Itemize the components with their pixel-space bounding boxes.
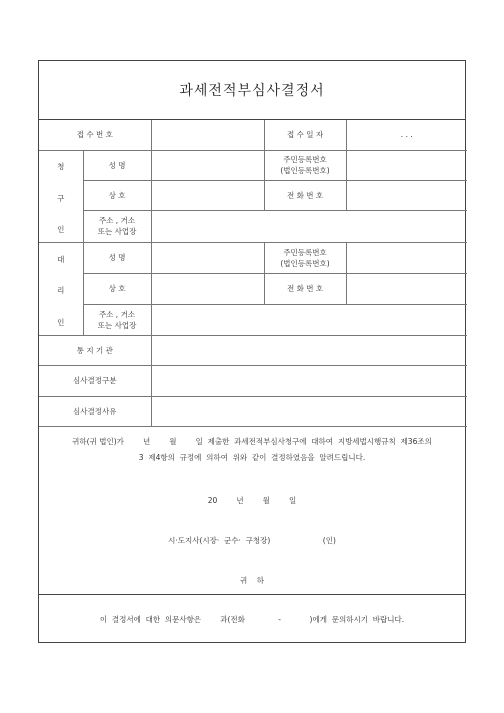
receipt-no-label: 접 수 번 호: [39, 120, 151, 150]
decision-reason-field[interactable]: [151, 396, 467, 426]
receipt-row: [39, 120, 467, 150]
agent-side-label: [39, 242, 83, 335]
claimant-trade-row: [39, 180, 467, 210]
agent-trade-label: 상 호: [83, 273, 151, 304]
inquiry-notice: 이 결정서에 대한 의문사항은 과(전화 - )에게 문의하시기 바랍니다.: [39, 594, 465, 644]
body-text-line-2: 3 제4항의 규정에 의하여 위와 같이 결정하였음을 알려드립니다.: [138, 453, 366, 462]
claimant-address-row: [39, 210, 467, 242]
claimant-char-3: 인: [57, 224, 65, 234]
decision-reason-label: 심사결정사유: [39, 396, 151, 426]
claimant-phone-label: 전 화 번 호: [264, 180, 346, 210]
agent-trade-field[interactable]: [151, 273, 264, 304]
form-table: [39, 120, 467, 427]
agent-id-label: 주민등록번호 (법인등록번호): [264, 242, 346, 273]
claimant-char-1: 청: [57, 161, 65, 171]
claimant-name-row: [39, 150, 467, 180]
decision-type-label: 심사결정구분: [39, 365, 151, 396]
claimant-char-2: 구: [57, 193, 65, 203]
receipt-no-field[interactable]: [151, 120, 264, 150]
decision-body: [39, 426, 465, 644]
decision-form: [38, 60, 466, 643]
agent-trade-row: [39, 273, 467, 304]
agent-char-1: 대: [57, 254, 65, 264]
claimant-trade-field[interactable]: [151, 180, 264, 210]
agent-id-field[interactable]: [346, 242, 467, 273]
claimant-address-field[interactable]: [151, 210, 467, 242]
decision-date: 20 년 월 일: [207, 496, 297, 505]
agent-name-label: 성 명: [83, 242, 151, 273]
notify-org-field[interactable]: [151, 335, 467, 365]
claimant-address-label: 주소 , 거소 또는 사업장: [83, 210, 151, 242]
decision-reason-row: [39, 396, 467, 426]
agent-address-label: 주소 , 거소 또는 사업장: [83, 304, 151, 335]
claimant-id-label: 주민등록번호 (법인등록번호): [264, 150, 346, 180]
signer-line: 시·도지사(시장· 군수· 구청장) (인): [168, 536, 336, 545]
receipt-date-field[interactable]: . . .: [346, 120, 467, 150]
agent-address-row: [39, 304, 467, 335]
claimant-name-label: 성 명: [83, 150, 151, 180]
agent-name-field[interactable]: [151, 242, 264, 273]
decision-type-row: [39, 365, 467, 396]
agent-char-3: 인: [57, 317, 65, 327]
notify-org-label: 통 지 기 관: [39, 335, 151, 365]
agent-phone-label: 전 화 번 호: [264, 273, 346, 304]
body-text-line-1: 귀하(귀 법인)가 년 월 일 제출한 과세전적부심사청구에 대하여 지방세법시행규칙 제36조의: [72, 437, 432, 446]
agent-char-2: 리: [57, 285, 65, 295]
claimant-side-label: [39, 150, 83, 242]
agent-name-row: [39, 242, 467, 273]
recipient-line: 귀 하: [239, 576, 265, 585]
receipt-date-label: 접 수 일 자: [264, 120, 346, 150]
decision-type-field[interactable]: [151, 365, 467, 396]
agent-phone-field[interactable]: [346, 273, 467, 304]
form-title: 과세전적부심사결정서: [39, 61, 465, 120]
claimant-id-field[interactable]: [346, 150, 467, 180]
claimant-phone-field[interactable]: [346, 180, 467, 210]
claimant-trade-label: 상 호: [83, 180, 151, 210]
claimant-name-field[interactable]: [151, 150, 264, 180]
agent-address-field[interactable]: [151, 304, 467, 335]
notify-org-row: [39, 335, 467, 365]
